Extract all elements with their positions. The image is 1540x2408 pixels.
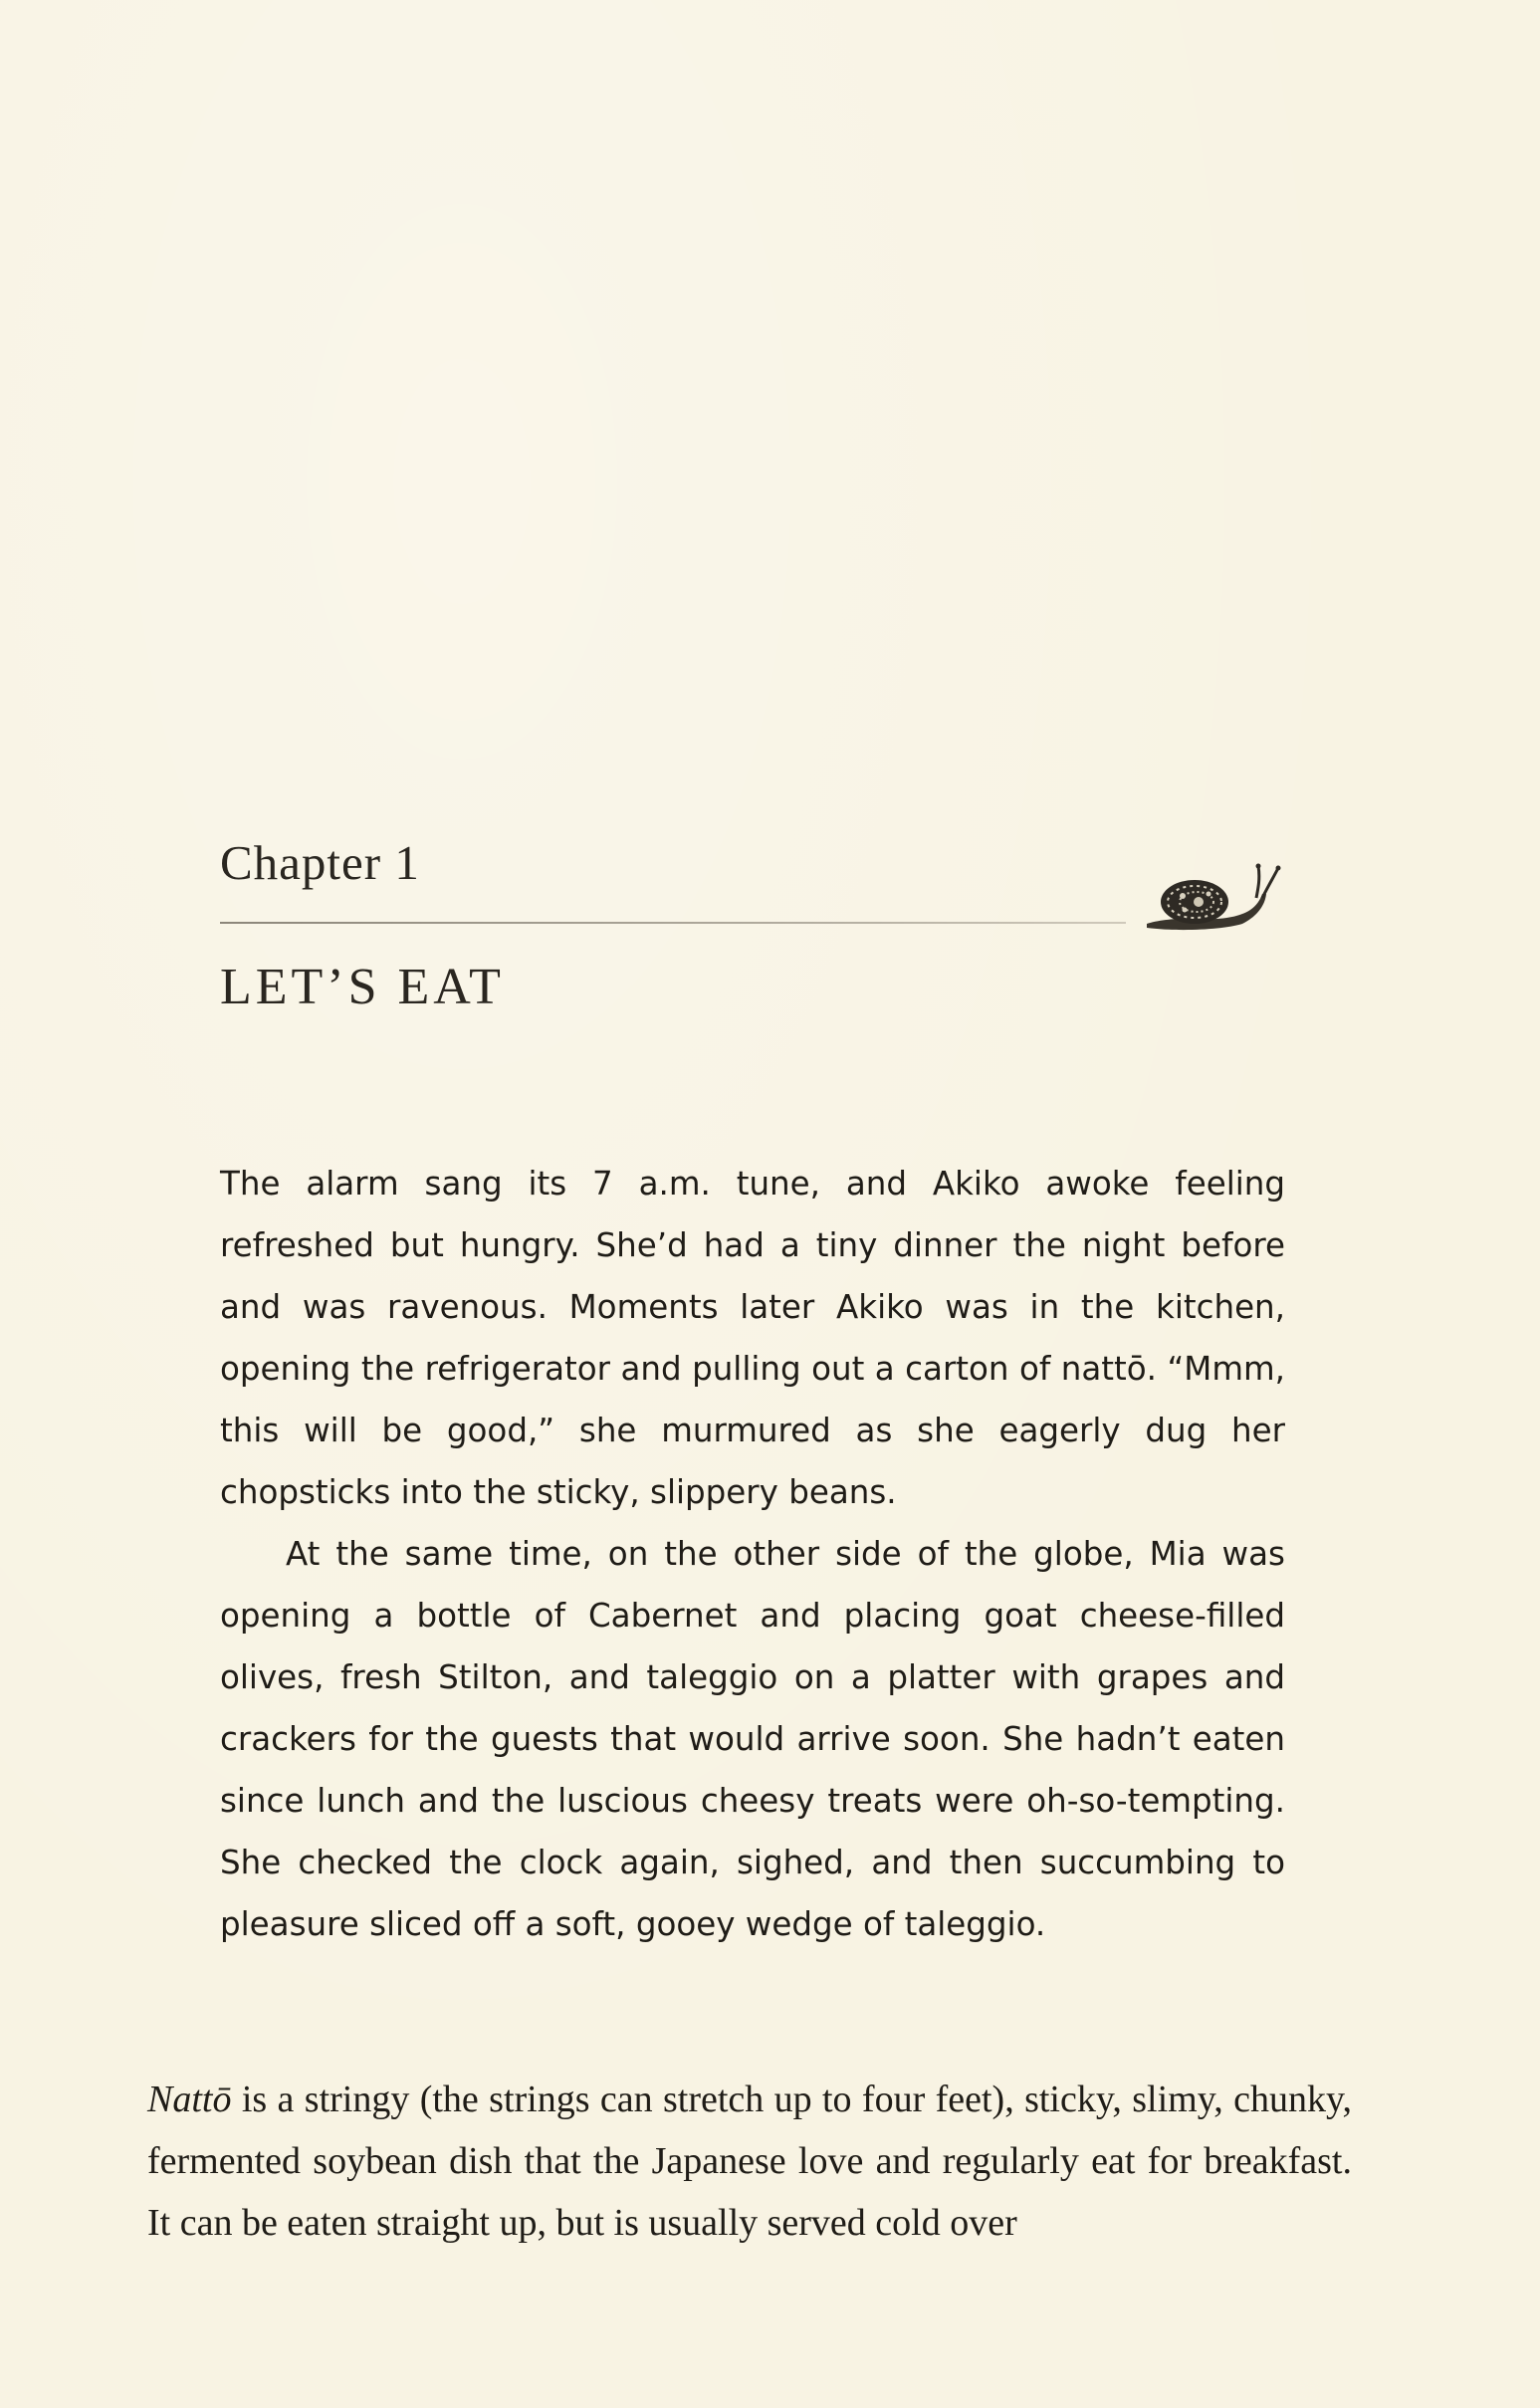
chapter-title: LET’S EAT [220,959,505,1015]
natto-paragraph [147,2069,1352,2254]
natto-term: Nattō [147,2079,232,2120]
snail-icon [1139,858,1288,938]
body-paragraph: At the same time, on the other side of the globe, Mia was opening a bottle of Cabernet and placing goat cheese-filled olives, fresh Stilton, and taleggio on a platter with grapes and crackers for the guests that would arrive soon. She hadn’t eaten since lunch and the luscious cheesy treats were oh-so-tempting. She checked the clock again, sighed, and then succumbing to pleasure sliced off a soft, gooey wedge of taleggio. [220,1535,1285,1943]
chapter-label: Chapter 1 [220,835,420,890]
chapter-divider-rule [220,922,1126,924]
natto-description: is a stringy (the strings can stretch up to four feet), sticky, slimy, chunky, fermented soybean dish that the Japanese love and regularly eat for breakfast. It can be eaten straight up, but is usually served cold over [147,2079,1352,2244]
chapter-body [220,1153,1285,1955]
body-paragraph: The alarm sang its 7 a.m. tune, and Akiko awoke feeling refreshed but hungry. She’d had a tiny dinner the night before and was ravenous. Moments later Akiko was in the kitchen, opening the refrigerator and pulling out a carton of nattō. “Mmm, this will be good,” she murmured as she eagerly dug her chopsticks into the sticky, slippery beans. [220,1165,1285,1511]
natto-sidebar [147,2069,1352,2254]
